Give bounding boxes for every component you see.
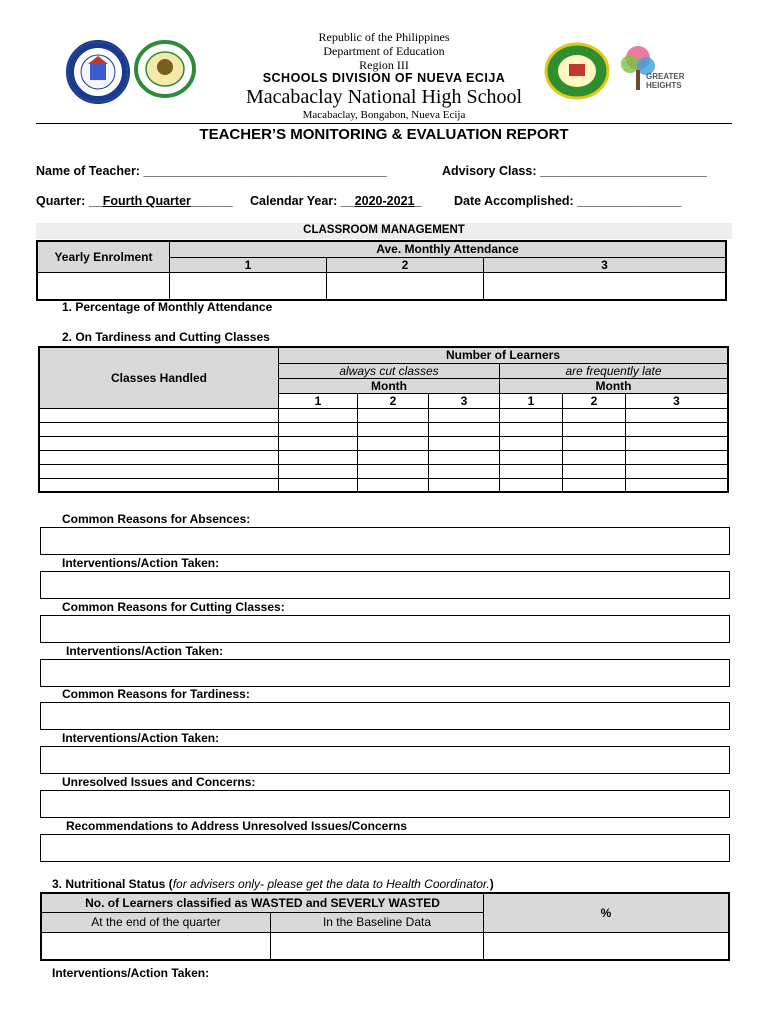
cutting-classes-input[interactable] <box>40 615 730 643</box>
year-value: 2020-2021 <box>354 194 415 208</box>
table-row[interactable] <box>39 450 728 464</box>
cut-month-1: 1 <box>279 393 358 408</box>
section-3-label: 3. Nutritional Status ( <box>52 877 173 891</box>
school-name: Macabaclay National High School <box>245 86 523 108</box>
tardiness-table <box>38 346 729 493</box>
monthly-attendance-header: Ave. Monthly Attendance <box>170 241 727 257</box>
absences-label: Common Reasons for Absences: <box>62 512 251 526</box>
advisory-class-field[interactable]: Advisory Class: ________________________ <box>442 164 707 178</box>
percent-cell[interactable] <box>484 932 730 960</box>
region-line: Region III <box>359 58 409 72</box>
table-row[interactable] <box>39 464 728 478</box>
classes-handled-header: Classes Handled <box>39 347 279 408</box>
table-row[interactable] <box>39 422 728 436</box>
interventions-tardiness-label: Interventions/Action Taken: <box>62 731 220 745</box>
baseline-data-header: In the Baseline Data <box>271 912 484 932</box>
interventions-absences-label: Interventions/Action Taken: <box>62 556 220 570</box>
nutrition-interventions-label: Interventions/Action Taken: <box>52 966 210 980</box>
recommendations-input[interactable] <box>40 834 730 862</box>
nutritional-status-table <box>40 892 730 961</box>
cut-month-3: 3 <box>429 393 500 408</box>
unresolved-issues-input[interactable] <box>40 790 730 818</box>
percent-header: % <box>484 893 730 932</box>
table-row[interactable] <box>39 408 728 422</box>
late-month-3: 3 <box>626 393 729 408</box>
interventions-cutting-input[interactable] <box>40 659 730 687</box>
header-divider <box>36 123 732 124</box>
recommendations-label: Recommendations to Address Unresolved Issues/Concerns <box>66 819 407 833</box>
section-3-close: ) <box>489 877 494 891</box>
tardiness-reasons-label: Common Reasons for Tardiness: <box>62 687 250 701</box>
enrolment-table <box>36 240 727 301</box>
quarter-tail: ______ <box>190 194 233 208</box>
table-row[interactable] <box>39 436 728 450</box>
baseline-data-cell[interactable] <box>271 932 484 960</box>
attendance-cell-3[interactable] <box>484 272 727 300</box>
section-2-heading: 2. On Tardiness and Cutting Classes <box>62 330 270 344</box>
interventions-tardiness-input[interactable] <box>40 746 730 774</box>
report-title: TEACHER’S MONITORING & EVALUATION REPORT <box>199 126 569 143</box>
republic-line: Republic of the Philippines <box>318 30 450 44</box>
division-line: SCHOOLS DIVISION OF NUEVA ECIJA <box>262 71 506 85</box>
table-row[interactable] <box>39 478 728 492</box>
late-month-header: Month <box>500 378 729 393</box>
quarter-label: Quarter: __ <box>36 194 103 208</box>
end-of-quarter-cell[interactable] <box>41 932 271 960</box>
quarter-value: Fourth Quarter <box>102 194 191 208</box>
section-3-note: for advisers only- please get the data to Health Coordinator. <box>172 877 490 891</box>
date-accomplished-field[interactable]: Date Accomplished: _______________ <box>454 194 682 208</box>
department-line: Department of Education <box>323 44 445 58</box>
tardiness-reasons-input[interactable] <box>40 702 730 730</box>
year-label: Calendar Year: __ <box>250 194 355 208</box>
cut-month-2: 2 <box>358 393 429 408</box>
yearly-enrolment-header: Yearly Enrolment <box>37 241 170 272</box>
attendance-month-2: 2 <box>327 257 484 272</box>
year-tail: _ <box>414 194 422 208</box>
cut-month-header: Month <box>279 378 500 393</box>
enrolment-cell[interactable] <box>37 272 170 300</box>
cutting-classes-label: Common Reasons for Cutting Classes: <box>62 600 285 614</box>
interventions-cutting-label: Interventions/Action Taken: <box>66 644 224 658</box>
number-of-learners-header: Number of Learners <box>279 347 729 363</box>
attendance-cell-2[interactable] <box>327 272 484 300</box>
frequently-late-header: are frequently late <box>500 363 729 378</box>
cut-classes-header: always cut classes <box>279 363 500 378</box>
late-month-1: 1 <box>500 393 563 408</box>
quarter-field[interactable] <box>36 194 233 208</box>
section-3-heading <box>52 877 494 891</box>
attendance-month-1: 1 <box>170 257 327 272</box>
wasted-header: No. of Learners classified as WASTED and SEVERLY WASTED <box>41 893 484 912</box>
attendance-cell-1[interactable] <box>170 272 327 300</box>
calendar-year-field[interactable] <box>250 194 421 208</box>
section-1-heading: 1. Percentage of Monthly Attendance <box>62 300 273 314</box>
interventions-absences-input[interactable] <box>40 571 730 599</box>
attendance-month-3: 3 <box>484 257 727 272</box>
unresolved-issues-label: Unresolved Issues and Concerns: <box>62 775 256 789</box>
greater-heights-text: GREATER HEIGHTS <box>646 72 685 90</box>
end-of-quarter-header: At the end of the quarter <box>41 912 271 932</box>
school-address: Macabaclay, Bongabon, Nueva Ecija <box>302 109 466 121</box>
teacher-name-field[interactable]: Name of Teacher: ___________________________________ <box>36 164 387 178</box>
late-month-2: 2 <box>563 393 626 408</box>
classroom-heading: CLASSROOM MANAGEMENT <box>303 224 465 236</box>
absences-input[interactable] <box>40 527 730 555</box>
